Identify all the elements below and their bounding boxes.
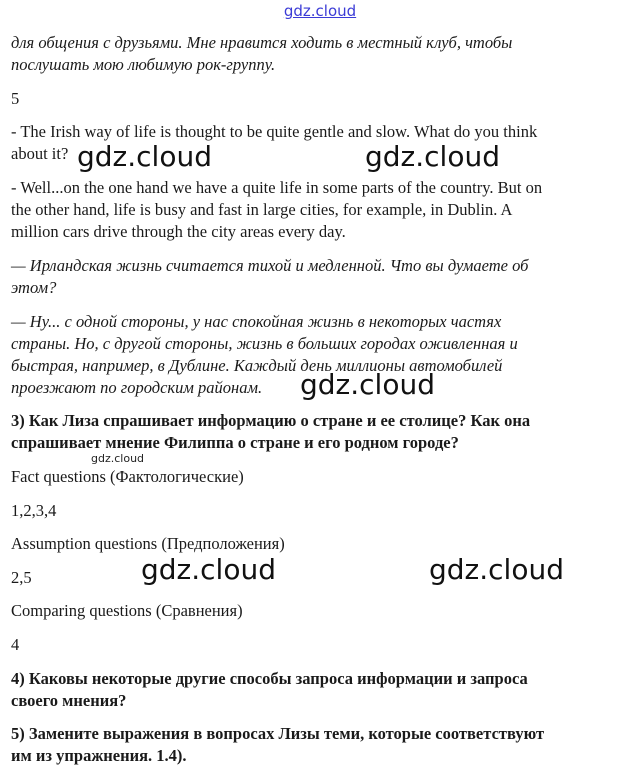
watermark: gdz.cloud [365, 140, 500, 173]
comparing-questions-numbers: 4 [11, 635, 20, 654]
task-5-line-1: 5) Замените выражения в вопросах Лизы теми, которые соответствуют [11, 724, 545, 743]
task-4-line-1: 4) Каковы некоторые другие способы запроса информации и запроса [11, 669, 528, 688]
answer-ru-line-3: быстрая, например, в Дублине. Каждый день миллионы автомобилей [11, 356, 503, 375]
answer-ru-line-4: проезжают по городским районам. [11, 378, 263, 397]
answer-en-line-1: - Well...on the one hand we have a quite life in some parts of the country. But on [11, 178, 543, 197]
watermark-top[interactable]: gdz.cloud [283, 2, 357, 20]
answer-ru-line-2: страны. Но, с другой стороны, жизнь в больших городах оживленная и [11, 334, 518, 353]
comparing-questions-label: Comparing questions (Сравнения) [11, 601, 243, 620]
ru-intro-line-2: послушать мою любимую рок-группу. [11, 55, 276, 74]
task-5-line-2: им из упражнения. 1.4). [11, 746, 187, 765]
answer-ru-line-1: — Ну... с одной стороны, у нас спокойная жизнь в некоторых частях [11, 312, 502, 331]
task-3-line-2: спрашивает мнение Филиппа о стране и его родном городе? [11, 433, 459, 452]
question-en-line-1: - The Irish way of life is thought to be quite gentle and slow. What do you think [11, 122, 538, 141]
assumption-questions-numbers: 2,5 [11, 568, 32, 587]
answer-en-line-3: million cars drive through the city areas every day. [11, 222, 346, 241]
question-ru-line-1: — Ирландская жизнь считается тихой и медленной. Что вы думаете об [11, 256, 529, 275]
task-3-line-1: 3) Как Лиза спрашивает информацию о стране и ее столице? Как она [11, 411, 531, 430]
watermark: gdz.cloud [429, 553, 564, 586]
watermark-small: gdz.cloud [91, 452, 145, 465]
fact-questions-numbers: 1,2,3,4 [11, 501, 57, 520]
watermark: gdz.cloud [300, 368, 435, 401]
task-4-line-2: своего мнения? [11, 691, 127, 710]
question-en-line-2: about it? [11, 144, 69, 163]
watermark: gdz.cloud [77, 140, 212, 173]
watermark: gdz.cloud [141, 553, 276, 586]
question-ru-line-2: этом? [11, 278, 57, 297]
answer-en-line-2: the other hand, life is busy and fast in large cities, for example, in Dublin. A [11, 200, 513, 219]
ru-intro-line-1: для общения с друзьями. Мне нравится ходить в местный клуб, чтобы [11, 33, 513, 52]
fact-questions-label: Fact questions (Фактологические) [11, 467, 244, 486]
item-number-5: 5 [11, 89, 20, 108]
assumption-questions-label: Assumption questions (Предположения) [11, 534, 285, 553]
